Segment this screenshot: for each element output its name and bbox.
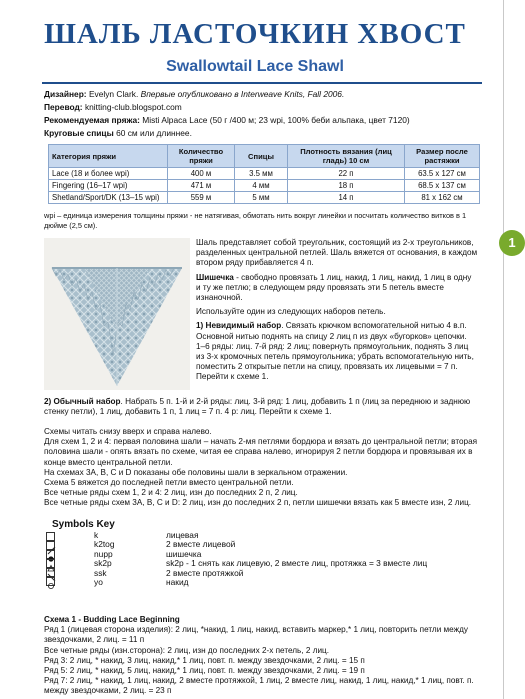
symbols-key-abbreviations xyxy=(94,531,115,587)
shishechka-label: Шишечка xyxy=(196,272,234,282)
instruction-line: Все четные ряды схем 3А, В, С и D: 2 лиц, изн до последних 2 п, петли шишечки вязать как 5 вместе изн, 2 лиц. xyxy=(44,498,472,508)
designer-label: Дизайнер: xyxy=(44,89,87,99)
symbol-desc: накид xyxy=(166,577,189,588)
cast-on-1-text: . Связать крючком вспомогательной нитью 4 в.п. Основной нитью поднять на спицу 2 лиц п из двух «бугорков» цепочки. xyxy=(196,321,467,341)
table-cell: 22 п xyxy=(288,168,405,180)
col-header: Спицы xyxy=(235,145,288,168)
table-cell: 5 мм xyxy=(235,192,288,204)
circle-icon xyxy=(46,577,55,586)
symbol-desc: шишечка xyxy=(166,548,202,559)
instruction-line: Схемы читать снизу вверх и справа налево. xyxy=(44,427,212,436)
cast-on-1-label: 1) Невидимый набор xyxy=(196,321,282,331)
scheme-title: Схема 1 - Budding Lace Beginning xyxy=(44,615,180,624)
symbol-desc: sk2p - 1 снять как лицевую, 2 вместе лиц, протяжка = 3 вместе лиц xyxy=(166,558,428,569)
scheme-row: Все четные ряды (изн.сторона): 2 лиц, изн до последних 2-х петель, 2 лиц. xyxy=(44,645,330,655)
symbol-abbr: k xyxy=(94,530,99,540)
designer-line xyxy=(44,88,484,101)
triangle-up-icon xyxy=(46,559,55,568)
empty-square-icon xyxy=(46,532,55,541)
cast-on-2-label: 2) Обычный набор xyxy=(44,397,121,406)
page-edge-line xyxy=(503,0,504,699)
scheme-row: Ряд 1 (лицевая сторона изделия): 2 лиц, *накид, 1 лиц, накид, вставить маркер,* 1 лиц, повторить петли между звездочками, 2 лиц. = 11 п xyxy=(44,625,468,645)
table-cell: 471 м xyxy=(168,180,235,192)
yarn-line xyxy=(44,114,484,127)
needles-line xyxy=(44,127,484,140)
table-row xyxy=(49,180,480,192)
table-row xyxy=(49,192,480,204)
table-cell: 81 x 162 см xyxy=(405,192,480,204)
col-header: Плотность вязания (лиц гладь) 10 см xyxy=(288,145,405,168)
symbol-abbr: sk2p xyxy=(94,558,112,569)
instruction-line: Схема 5 вяжется до последней петли вместо центральной петли. xyxy=(44,478,294,488)
table-cell: Lace (18 и более wpi) xyxy=(49,168,168,180)
col-header: Количество пряжи xyxy=(168,145,235,168)
scheme-row: Ряд 7: 2 лиц, * накид, 1 лиц, накид, 2 вместе протяжкой, 1 лиц, 2 вместе лиц, накид, 1 лиц, накид,* 1 лиц, повт. п. между звездочками, 2 лиц. = 23 п xyxy=(44,676,474,696)
cast-on-1-rows: 1–6 ряды: лиц. 7-й ряд: 2 лиц; повернуть прямоугольник, поднять 3 лиц из 3-х кромочных петель прямоугольника; убрать вспомогательную нить, поместить 2 открытые петли на спицу, провязать их лицевыми = 7 п. Перейти к схеме 1. xyxy=(196,341,474,382)
yarn-table-header xyxy=(49,145,480,168)
needles-value: 60 см или длиннее. xyxy=(116,128,192,138)
cast-on-1-paragraph xyxy=(196,321,478,341)
symbol-abbr: k2tog xyxy=(94,539,115,550)
title-divider xyxy=(42,82,482,84)
table-cell: 18 п xyxy=(288,180,405,192)
symbol-abbr: nupp xyxy=(94,548,113,559)
instruction-line: На схемах 3А, В, С и D показаны обе половины шали в зеркальном отражении. xyxy=(44,467,348,477)
table-cell: 400 м xyxy=(168,168,235,180)
table-cell: 4 мм xyxy=(235,180,288,192)
yarn-value: Misti Alpaca Lace (50 г /400 м; 23 wpi, 100% беби альпака, цвет 7120) xyxy=(142,115,410,125)
designer-note: Впервые опубликовано в Interweave Knits, Fall 2006. xyxy=(140,89,345,99)
symbol-desc: 2 вместе протяжкой xyxy=(166,567,244,578)
yarn-label: Рекомендуемая пряжа: xyxy=(44,115,140,125)
description-block xyxy=(196,238,478,387)
description-intro: Шаль представляет собой треугольник, состоящий из 2-х треугольников, разделенных центральной петлей. Шаль вяжется от основания, в каждом втором ряду прибавляется 4 п. xyxy=(196,238,478,268)
shishechka-text: - свободно провязать 1 лиц, накид, 1 лиц, накид, 1 лиц в одну и ту же петлю; в следующем ряду провязать эти 5 петель вместе изнаночной. xyxy=(196,272,472,303)
symbol-abbr: yo xyxy=(94,577,103,588)
page-subtitle: Swallowtail Lace Shawl xyxy=(166,58,344,75)
table-cell: 559 м xyxy=(168,192,235,204)
shawl-photo xyxy=(44,238,190,390)
scheme-row: Ряд 3: 2 лиц, * накид, 3 лиц, накид,* 1 лиц, повт. п. между звездочками, 2 лиц. = 15 п xyxy=(44,655,365,665)
wpi-note: wpi – единица измерения толщины пряжи - не натягивая, обмотать нить вокруг линейки и посчитать количество витков в 1 дюйме (2,5 см). xyxy=(44,211,467,230)
col-header: Категория пряжи xyxy=(49,145,168,168)
needles-label: Круговые спицы xyxy=(44,128,114,138)
yarn-table xyxy=(48,144,480,204)
table-cell: 63.5 x 127 см xyxy=(405,168,480,180)
scheme-1-section xyxy=(44,615,484,697)
symbols-key-title: Symbols Key xyxy=(52,519,115,530)
translation-label: Перевод: xyxy=(44,102,83,112)
filled-dot-icon xyxy=(46,550,55,559)
table-cell: 68.5 x 137 см xyxy=(405,180,480,192)
translation-line xyxy=(44,101,484,114)
page-title: ШАЛЬ ЛАСТОЧКИН ХВОСТ xyxy=(44,18,466,50)
col-header: Размер после растяжки xyxy=(405,145,480,168)
backslash-icon xyxy=(46,568,55,577)
designer-value: Evelyn Clark. xyxy=(88,89,139,99)
cast-on-intro: Используйте один из следующих наборов петель. xyxy=(196,307,386,317)
symbols-key-descriptions xyxy=(166,531,427,587)
table-cell: Shetland/Sport/DK (13–15 wpi) xyxy=(49,192,168,204)
shishechka-paragraph xyxy=(196,273,478,304)
symbol-desc: лицевая xyxy=(166,530,199,540)
slash-icon xyxy=(46,541,55,550)
pattern-info xyxy=(44,88,484,140)
table-cell: 14 п xyxy=(288,192,405,204)
table-cell: Fingering (16–17 wpi) xyxy=(49,180,168,192)
instruction-line: Все четные ряды схем 1, 2 и 4: 2 лиц, изн до последних 2 п, 2 лиц. xyxy=(44,488,298,498)
chart-instructions xyxy=(44,427,480,509)
cast-on-2-paragraph xyxy=(44,397,480,417)
table-cell: 3.5 мм xyxy=(235,168,288,180)
table-row xyxy=(49,168,480,180)
cast-on-2-text: . Набрать 5 п. 1-й и 2-й ряды: лиц. 3-й ряд: 1 лиц, добавить 1 п (лиц за переднюю и заднюю стенку петли), 1 лиц, добавить 1 п, 1 лиц = 7 п. 4 р: лиц. Перейти к схеме 1. xyxy=(44,397,471,417)
page-number-badge: 1 xyxy=(499,230,525,256)
symbol-desc: 2 вместе лицевой xyxy=(166,539,236,550)
translation-value: knitting-club.blogspot.com xyxy=(84,102,182,112)
instruction-line: Для схем 1, 2 и 4: первая половина шали – начать 2-мя петлями бордюра и вязать до центральной петли; вторая половина шали - опять вязать по схеме, читая ее справа налево, игнорируя 2 петли бордюра и провязывая их в конце вместо центральной петли. xyxy=(44,437,478,467)
scheme-row: Ряд 5: 2 лиц, * накид, 5 лиц, накид,* 1 лиц, повт. п. между звездочками, 2 лиц. = 19 п xyxy=(44,666,365,676)
symbol-abbr: ssk xyxy=(94,567,107,578)
